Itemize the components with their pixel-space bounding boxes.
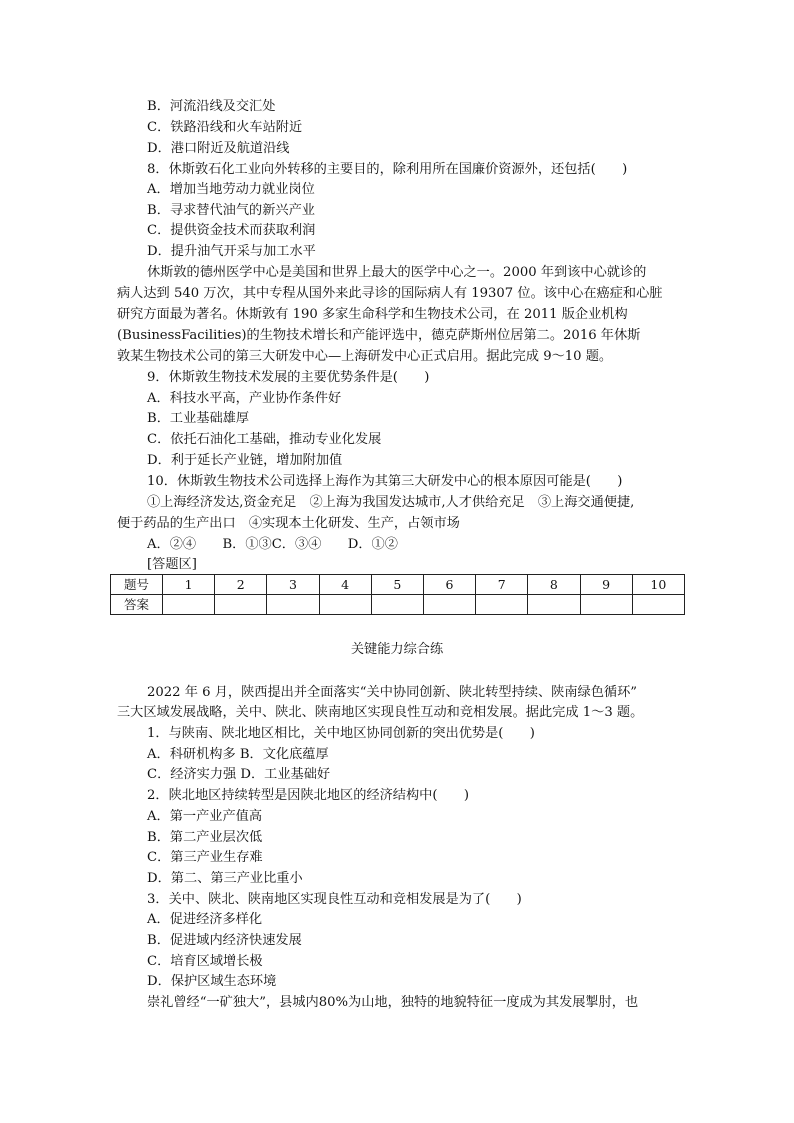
statement-line: ①上海经济发达,资金充足 ②上海为我国发达城市,人才供给充足 ③上海交通便捷, bbox=[147, 495, 635, 510]
option-line: A．科技水平高，产业协作条件好 bbox=[147, 391, 342, 406]
paragraph-line: (BusinessFacilities)的生物技术增长和产能评选中，德克萨斯州位居第二。2016 年休斯 bbox=[117, 328, 641, 343]
option-line: A．科研机构多 B．文化底蕴厚 bbox=[147, 747, 329, 762]
answer-table bbox=[110, 574, 685, 615]
section-heading: 关键能力综合练 bbox=[350, 642, 444, 657]
option-line: B．工业基础雄厚 bbox=[147, 411, 250, 426]
table-header-cell: 答案 bbox=[111, 595, 163, 615]
statement-line: 便于药品的生产出口 ④实现本土化研发、生产，占领市场 bbox=[117, 516, 460, 531]
table-cell: 6 bbox=[423, 575, 475, 595]
option-line: D．保护区域生态环境 bbox=[147, 974, 277, 989]
answer-cell[interactable] bbox=[580, 595, 632, 615]
table-row bbox=[111, 575, 685, 595]
option-line: A．增加当地劳动力就业岗位 bbox=[147, 182, 315, 197]
table-cell: 9 bbox=[580, 575, 632, 595]
option-line: D．港口附近及航道沿线 bbox=[147, 141, 290, 156]
answer-cell[interactable] bbox=[163, 595, 215, 615]
table-cell: 1 bbox=[163, 575, 215, 595]
table-cell: 8 bbox=[528, 575, 580, 595]
answer-cell[interactable] bbox=[267, 595, 319, 615]
answer-cell[interactable] bbox=[632, 595, 684, 615]
paragraph-line: 敦某生物技术公司的第三大研发中心—上海研发中心正式启用。据此完成 9～10 题。 bbox=[117, 349, 613, 364]
option-line: B．河流沿线及交汇处 bbox=[147, 99, 276, 114]
table-row bbox=[111, 595, 685, 615]
paragraph-line: 研究方面最为著名。休斯敦有 190 多家生命科学和生物技术公司，在 2011 版企业机构 bbox=[117, 307, 628, 322]
paragraph-line: 崇礼曾经“一矿独大”，县城内80%为山地，独特的地貌特征一度成为其发展掣肘，也 bbox=[147, 995, 639, 1010]
question-10: 10．休斯敦生物技术公司选择上海作为其第三大研发中心的根本原因可能是( ) bbox=[147, 474, 623, 489]
paragraph-line: 2022 年 6 月，陕西提出并全面落实“关中协同创新、陕北转型持续、陕南绿色循环” bbox=[147, 685, 638, 700]
option-line: C．第三产业生存难 bbox=[147, 850, 263, 865]
question-9: 9．休斯敦生物技术发展的主要优势条件是( ) bbox=[147, 370, 430, 385]
question-8: 8．休斯敦石化工业向外转移的主要目的，除利用所在国廉价资源外，还包括( ) bbox=[147, 162, 628, 177]
question-3: 3．关中、陕北、陕南地区实现良性互动和竞相发展是为了( ) bbox=[147, 892, 522, 907]
option-line: A．第一产业产值高 bbox=[147, 809, 263, 824]
option-line: D．利于延长产业链，增加附加值 bbox=[147, 453, 343, 468]
option-line: A．②④ B．①③C．③④ D．①② bbox=[147, 537, 398, 552]
option-line: D．第二、第三产业比重小 bbox=[147, 871, 303, 886]
option-line: A．促进经济多样化 bbox=[147, 912, 263, 927]
table-cell: 2 bbox=[215, 575, 267, 595]
table-cell: 3 bbox=[267, 575, 319, 595]
option-line: C．经济实力强 D．工业基础好 bbox=[147, 767, 331, 782]
option-line: C．提供资金技术而获取利润 bbox=[147, 223, 316, 238]
option-line: C．依托石油化工基础，推动专业化发展 bbox=[147, 432, 382, 447]
answer-cell[interactable] bbox=[371, 595, 423, 615]
option-line: C．培育区域增长极 bbox=[147, 954, 263, 969]
paragraph-line: 病人达到 540 万次，其中专程从国外来此寻诊的国际病人有 19307 位。该中心在癌症和心脏 bbox=[117, 286, 663, 301]
option-line: B．寻求替代油气的新兴产业 bbox=[147, 203, 315, 218]
option-line: D．提升油气开采与加工水平 bbox=[147, 244, 316, 259]
question-1: 1．与陕南、陕北地区相比，关中地区协同创新的突出优势是( ) bbox=[147, 726, 535, 741]
paragraph-line: 三大区域发展战略，关中、陕北、陕南地区实现良性互动和竞相发展。据此完成 1～3 题。 bbox=[117, 705, 644, 720]
table-cell: 7 bbox=[476, 575, 528, 595]
answer-area-label: [答题区] bbox=[147, 557, 197, 572]
paragraph-line: 休斯敦的德州医学中心是美国和世界上最大的医学中心之一。2000 年到该中心就诊的 bbox=[147, 265, 647, 280]
answer-cell[interactable] bbox=[423, 595, 475, 615]
table-header-cell: 题号 bbox=[111, 575, 163, 595]
answer-cell[interactable] bbox=[528, 595, 580, 615]
table-cell: 5 bbox=[371, 575, 423, 595]
option-line: B．第二产业层次低 bbox=[147, 830, 263, 845]
question-2: 2．陕北地区持续转型是因陕北地区的经济结构中( ) bbox=[147, 788, 469, 803]
option-line: B．促进域内经济快速发展 bbox=[147, 933, 302, 948]
table-cell: 10 bbox=[632, 575, 684, 595]
answer-cell[interactable] bbox=[319, 595, 371, 615]
table-cell: 4 bbox=[319, 575, 371, 595]
answer-cell[interactable] bbox=[476, 595, 528, 615]
option-line: C．铁路沿线和火车站附近 bbox=[147, 120, 303, 135]
answer-cell[interactable] bbox=[215, 595, 267, 615]
